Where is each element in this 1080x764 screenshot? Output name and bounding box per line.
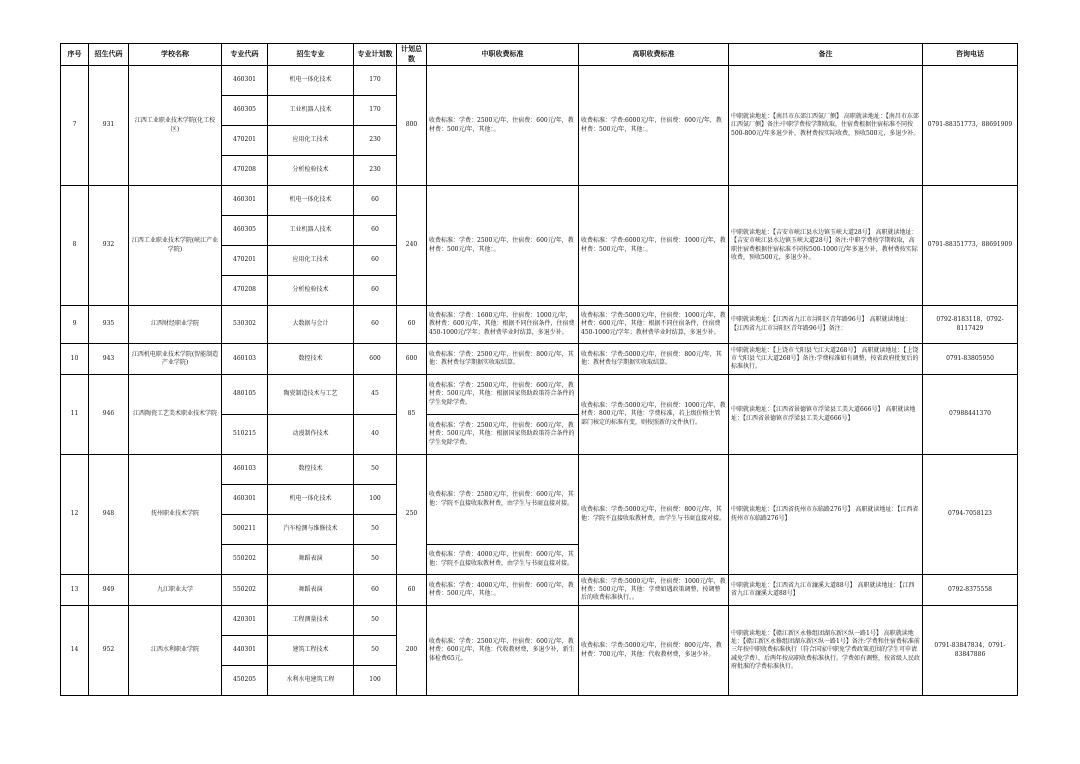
- major-code-cell: 440301: [222, 636, 268, 666]
- gz-fee-cell: 收费标准：学费:5000元/年，住宿费：1000元/年，教材费：800元/年，其他：学费标准，若上级价格主管部门核定的标准有变，则按照新的文件执行。: [579, 375, 729, 455]
- major-name-cell: 数控技术: [268, 344, 354, 375]
- header-cell: 学校名称: [129, 44, 222, 66]
- school-cell: 江西工业职业技术学院(化工校区): [129, 66, 222, 186]
- major-name-cell: 应用化工技术: [268, 126, 354, 156]
- major-name-cell: 工程测量技术: [268, 606, 354, 636]
- major-code-cell: 470208: [222, 156, 268, 186]
- zz-fee-cell: 收费标准：学费：2500元/年，住宿费：800元/年，其他：教材费每学期据实收取结算。: [427, 344, 579, 375]
- seq-cell: 8: [61, 186, 89, 306]
- major-plan-cell: 50: [354, 515, 397, 545]
- major-plan-cell: 60: [354, 186, 397, 216]
- major-code-cell: 500211: [222, 515, 268, 545]
- note-cell: 中职就读地址：【江西省九江市浔阳区青年路96号】 高职就读地址：【江西省九江市浔阳区青年路96号】备注：: [729, 306, 923, 344]
- major-code-cell: 460301: [222, 485, 268, 515]
- header-cell: 咨询电话: [923, 44, 1018, 66]
- major-code-cell: 460103: [222, 455, 268, 485]
- major-name-cell: 数控技术: [268, 455, 354, 485]
- major-code-cell: 450205: [222, 666, 268, 696]
- code-cell: 946: [89, 375, 129, 455]
- code-cell: 932: [89, 186, 129, 306]
- note-cell: 中职就读地址：【江西省抚州市东临路276号】 高职就读地址：【江西省抚州市东临路276号】: [729, 455, 923, 575]
- header-cell: 专业计划数: [354, 44, 397, 66]
- major-name-cell: 分析检验技术: [268, 156, 354, 186]
- major-code-cell: 550202: [222, 545, 268, 575]
- major-plan-cell: 50: [354, 455, 397, 485]
- major-plan-cell: 60: [354, 216, 397, 246]
- zz-fee-cell: 收费标准：学费：2500元/年，住宿费：600元/年，教材费：600元/年，其他：代收教材费，多退少补，新生体检费65元。: [427, 606, 579, 696]
- code-cell: 952: [89, 606, 129, 696]
- major-name-cell: 建筑工程技术: [268, 636, 354, 666]
- major-code-cell: 460305: [222, 96, 268, 126]
- header-cell: 序号: [61, 44, 89, 66]
- major-name-cell: 机电一体化技术: [268, 485, 354, 515]
- gz-fee-cell: 收费标准：学费:6000元/年，住宿费：600元/年，教材费：500元/年，其他：。: [579, 66, 729, 186]
- seq-cell: 9: [61, 306, 89, 344]
- major-plan-cell: 40: [354, 415, 397, 455]
- header-cell: 招生代码: [89, 44, 129, 66]
- plan-total-cell: 240: [397, 186, 427, 306]
- major-plan-cell: 45: [354, 375, 397, 415]
- phone-cell: 0792-8375558: [923, 575, 1018, 606]
- major-name-cell: 舞蹈表演: [268, 575, 354, 606]
- gz-fee-cell: 收费标准：学费:5000元/年，住宿费：1000元/年，教材费：600元/年，其他：根据不同住宿条件，住宿费450-1000元/学年；教材费毕业时结算，多退少补。: [579, 306, 729, 344]
- major-name-cell: 应用化工技术: [268, 246, 354, 276]
- note-cell: 中职就读地址：【上饶市弋阳县弋江大道268号】 高职就读地址：【上饶市弋阳县弋江大道268号】备注:学费标准如有调整，按省政府批复后的标准执行。: [729, 344, 923, 375]
- phone-cell: 0791-88351773，88691909: [923, 186, 1018, 306]
- school-cell: 江西陶瓷工艺美术职业技术学院: [129, 375, 222, 455]
- major-plan-cell: 170: [354, 66, 397, 96]
- zz-fee-cell: 收费标准：学费：2500元/年，住宿费：600元/年，教材费：500元/年，其他：。: [427, 66, 579, 186]
- major-name-cell: 汽车检测与维修技术: [268, 515, 354, 545]
- phone-cell: 0791-83847834，0791-83847886: [923, 606, 1018, 696]
- header-cell: 计划总数: [397, 44, 427, 66]
- table-row: [61, 344, 1018, 375]
- major-code-cell: 480105: [222, 375, 268, 415]
- seq-cell: 12: [61, 455, 89, 575]
- header-cell: 招生专业: [268, 44, 354, 66]
- major-name-cell: 大数据与会计: [268, 306, 354, 344]
- header-row: [61, 44, 1018, 66]
- note-cell: 中职就读地址：【赣江新区永修组团湖东新区纵一路1号】 高职就读地址：【赣江新区永修组团湖东新区纵一路1号】备注:学费和住宿费标准前三年按中职收费标准执行（符合国家中职免学费政策范围的学生可申请减免学费），后两年按高职收费标准执行。学费如有调整，按省级人民政府批准的学费标准执行。: [729, 606, 923, 696]
- code-cell: 948: [89, 455, 129, 575]
- major-name-cell: 机电一体化技术: [268, 66, 354, 96]
- phone-cell: 0792-8183118，0792-8117429: [923, 306, 1018, 344]
- gz-fee-cell: 收费标准：学费:5000元/年，住宿费：1000元/年，教材费：500元/年，其他：学费如遇政策调整，按调整后的收费标准执行。。: [579, 575, 729, 606]
- phone-cell: 0791-88351773，88691909: [923, 66, 1018, 186]
- major-code-cell: 460301: [222, 186, 268, 216]
- major-plan-cell: 60: [354, 276, 397, 306]
- major-name-cell: 分析检验技术: [268, 276, 354, 306]
- major-name-cell: 陶瓷制造技术与工艺: [268, 375, 354, 415]
- phone-cell: 0794-7058123: [923, 455, 1018, 575]
- major-code-cell: 460103: [222, 344, 268, 375]
- table-row: [61, 375, 1018, 415]
- table-row: [61, 306, 1018, 344]
- major-plan-cell: 100: [354, 485, 397, 515]
- school-cell: 江西水利职业学院: [129, 606, 222, 696]
- major-code-cell: 470201: [222, 126, 268, 156]
- major-plan-cell: 60: [354, 246, 397, 276]
- note-cell: 中职就读地址：【江西省景德镇市浮梁县工美大道666号】 高职就读地址：【江西省景德镇市浮梁县工美大道666号】: [729, 375, 923, 455]
- seq-cell: 14: [61, 606, 89, 696]
- zz-fee-cell: 收费标准：学费：4000元/年，住宿费：600元/年，教材费：500元/年，其他：。: [427, 575, 579, 606]
- major-plan-cell: 600: [354, 344, 397, 375]
- school-cell: 江西工业职业技术学院(峡江产业学院): [129, 186, 222, 306]
- code-cell: 931: [89, 66, 129, 186]
- gz-fee-cell: 收费标准：学费:5000元/年，住宿费：800元/年，教材费：700元/年，其他：代收教材费，多退少补。: [579, 606, 729, 696]
- major-code-cell: 470208: [222, 276, 268, 306]
- note-cell: 中职就读地址：【吉安市峡江县水边镇玉峡大道28号】 高职就读地址：【吉安市峡江县水边镇玉峡大道28号】备注:中职学费按学期收取，高职住宿费根据住宿标准不同按500-1000元/年多退少补，教材费按实际收费，预收500元，多退少补。: [729, 186, 923, 306]
- major-plan-cell: 60: [354, 575, 397, 606]
- admission-table: [60, 43, 1018, 696]
- header-cell: 高职收费标准: [579, 44, 729, 66]
- table-row: [61, 455, 1018, 485]
- school-cell: 江西机电职业技术学院(智能制造产业学院): [129, 344, 222, 375]
- zz-fee-cell: 收费标准：学费：2500元/年，住宿费：600元/年，教材费：500元/年，其他：根据国家资助政策符合条件的学生免除学费。: [427, 375, 579, 415]
- major-plan-cell: 230: [354, 126, 397, 156]
- major-code-cell: 460301: [222, 66, 268, 96]
- plan-total-cell: 200: [397, 606, 427, 696]
- gz-fee-cell: 收费标准：学费:5000元/年，住宿费：800元/年，其他：学院不直接收取教材费，由学生与书商直接对接。: [579, 455, 729, 575]
- school-cell: 抚州职业技术学院: [129, 455, 222, 575]
- table-row: [61, 66, 1018, 96]
- major-plan-cell: 50: [354, 636, 397, 666]
- major-code-cell: 420301: [222, 606, 268, 636]
- note-cell: 中职就读地址：【江西省九江市濂溪大道88号】 高职就读地址：【江西省九江市濂溪大道88号】: [729, 575, 923, 606]
- zz-fee-cell: 收费标准：学费：2500元/年，住宿费：600元/年，教材费：500元/年，其他：。: [427, 186, 579, 306]
- major-code-cell: 550202: [222, 575, 268, 606]
- seq-cell: 10: [61, 344, 89, 375]
- plan-total-cell: 600: [397, 344, 427, 375]
- table-row: [61, 186, 1018, 216]
- major-name-cell: 动漫制作技术: [268, 415, 354, 455]
- major-plan-cell: 50: [354, 606, 397, 636]
- school-cell: 九江职业大学: [129, 575, 222, 606]
- phone-cell: 0791-83805950: [923, 344, 1018, 375]
- plan-total-cell: 60: [397, 306, 427, 344]
- plan-total-cell: 85: [397, 375, 427, 455]
- header-cell: 备注: [729, 44, 923, 66]
- major-code-cell: 530302: [222, 306, 268, 344]
- major-name-cell: 机电一体化技术: [268, 186, 354, 216]
- header-cell: 中职收费标准: [427, 44, 579, 66]
- plan-total-cell: 250: [397, 455, 427, 575]
- major-code-cell: 510215: [222, 415, 268, 455]
- zz-fee-cell: 收费标准：学费：2500元/年，住宿费：600元/年，其他：学院不直接收取教材费，由学生与书商直接对接。: [427, 455, 579, 545]
- major-code-cell: 470201: [222, 246, 268, 276]
- phone-cell: 07988441370: [923, 375, 1018, 455]
- major-code-cell: 460305: [222, 216, 268, 246]
- school-cell: 江西财经职业学院: [129, 306, 222, 344]
- zz-fee-cell: 收费标准：学费：1600元/年，住宿费：1000元/年，教材费：600元/年，其他：根据不同住宿条件，住宿费450-1000元/学年；教材费毕业时结算，多退少补。: [427, 306, 579, 344]
- major-name-cell: 工业机器人技术: [268, 96, 354, 126]
- code-cell: 935: [89, 306, 129, 344]
- major-name-cell: 舞蹈表演: [268, 545, 354, 575]
- table-row: [61, 575, 1018, 606]
- major-plan-cell: 60: [354, 306, 397, 344]
- note-cell: 中职就读地址：【南昌市东郊江西氨厂侧】 高职就读地址：【南昌市东郊江西氨厂侧】备注:中职学费按学期收取，住宿费根据住宿标准不同按500-800元/年多退少补，教材费按实际收费，预收500元，多退少补。: [729, 66, 923, 186]
- header-cell: 专业代码: [222, 44, 268, 66]
- plan-total-cell: 60: [397, 575, 427, 606]
- seq-cell: 11: [61, 375, 89, 455]
- zz-fee-cell: 收费标准：学费：2500元/年，住宿费：600元/年，教材费：500元/年，其他：根据国家资助政策符合条件的学生免除学费。: [427, 415, 579, 455]
- major-plan-cell: 50: [354, 545, 397, 575]
- gz-fee-cell: 收费标准：学费:6000元/年，住宿费：1000元/年，教材费：500元/年，其他：。: [579, 186, 729, 306]
- major-plan-cell: 100: [354, 666, 397, 696]
- gz-fee-cell: 收费标准：学费:5000元/年，住宿费：800元/年，其他：教材费每学期据实收取结算。: [579, 344, 729, 375]
- seq-cell: 13: [61, 575, 89, 606]
- seq-cell: 7: [61, 66, 89, 186]
- code-cell: 943: [89, 344, 129, 375]
- code-cell: 949: [89, 575, 129, 606]
- table-row: [61, 606, 1018, 636]
- major-name-cell: 工业机器人技术: [268, 216, 354, 246]
- plan-total-cell: 800: [397, 66, 427, 186]
- major-plan-cell: 230: [354, 156, 397, 186]
- major-plan-cell: 170: [354, 96, 397, 126]
- zz-fee-cell: 收费标准：学费：4000元/年，住宿费：600元/年，其他：学院不直接收取教材费，由学生与书商直接对接。: [427, 545, 579, 575]
- major-name-cell: 水利水电建筑工程: [268, 666, 354, 696]
